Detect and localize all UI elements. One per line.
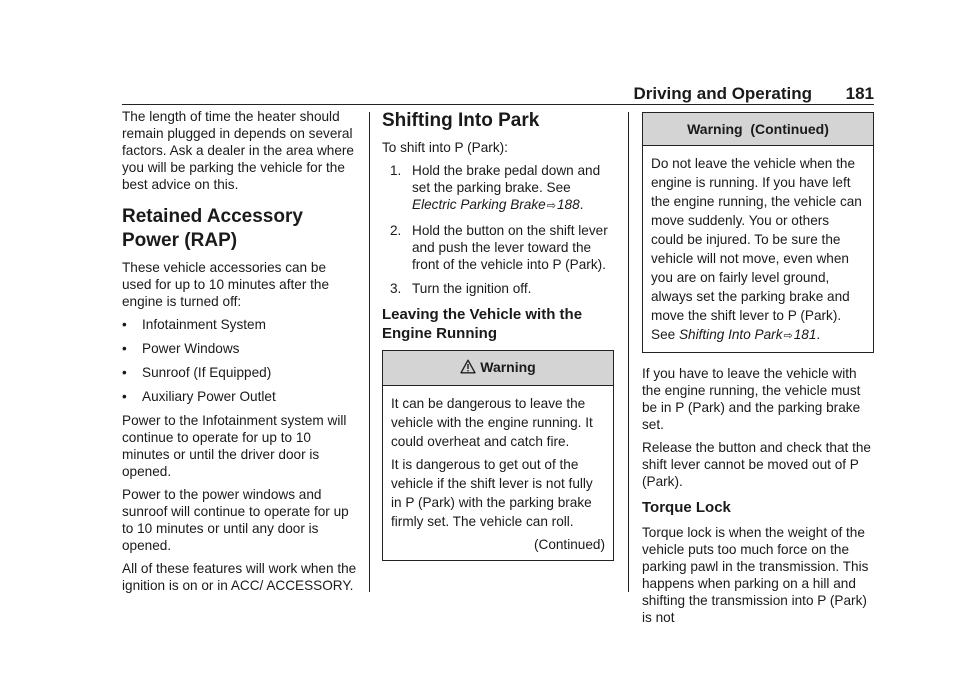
column-divider-2 [628, 112, 629, 592]
list-item-text: Power Windows [142, 341, 240, 356]
warning-paragraph-1: It can be dangerous to leave the vehicle with the engine running. It could overheat and catch fire. [391, 396, 593, 449]
step-tail: . [579, 197, 584, 212]
list-item [122, 364, 358, 381]
step-number: 1. [390, 163, 402, 178]
shifting-heading: Shifting Into Park [382, 110, 540, 131]
step-item [382, 222, 614, 273]
rap-list [122, 316, 358, 405]
warning-continued-body [643, 146, 873, 352]
warning-triangle-icon [460, 359, 476, 378]
bullet-icon: • [122, 317, 127, 332]
rap-heading [122, 205, 358, 253]
page-arrow-icon: ⇨ [546, 200, 556, 212]
step-number: 3. [390, 281, 402, 296]
cross-reference-page[interactable]: 188 [556, 197, 580, 212]
bullet-icon: • [122, 389, 127, 404]
step-item [382, 280, 614, 297]
rap-heading-line1: Retained Accessory [122, 206, 303, 227]
leaving-heading-line1: Leaving the Vehicle with the [382, 306, 583, 323]
list-item [122, 316, 358, 333]
infotainment-paragraph: Power to the Infotainment system will continue to operate for up to 10 minutes or until the driver door is opened. [122, 413, 347, 479]
warning-continued-header: Warning (Continued) [643, 113, 873, 146]
bullet-icon: • [122, 365, 127, 380]
step-text: Hold the button on the shift lever and push the lever toward the front of the vehicle into P (Park). [412, 223, 608, 272]
section-title: Driving and Operating [633, 84, 812, 103]
step-text: Hold the brake pedal down and set the parking brake. See [412, 163, 601, 195]
page-header [122, 84, 874, 102]
column-2 [382, 108, 614, 573]
step-item [382, 162, 614, 215]
rap-intro: These vehicle accessories can be used for up to 10 minutes after the engine is turned off: [122, 260, 330, 309]
leave-running-paragraph: If you have to leave the vehicle with the engine running, the vehicle must be in P (Park) and the parking brake set. [642, 366, 861, 432]
bullet-icon: • [122, 341, 127, 356]
warning-tail: . [816, 327, 821, 342]
torque-lock-paragraph: Torque lock is when the weight of the vehicle puts too much force on the parking pawl in the transmission. This happens when parking on a hill and shifting the transmission into P (Park) is not [642, 525, 869, 625]
cross-reference-link[interactable]: Electric Parking Brake [412, 197, 546, 212]
warning-title: Warning [480, 359, 536, 375]
warning-box [382, 350, 614, 561]
column-3 [642, 108, 874, 632]
leaving-vehicle-heading [382, 305, 614, 343]
step-number: 2. [390, 223, 402, 238]
list-item [122, 388, 358, 405]
warning-continued-box [642, 112, 874, 353]
release-button-paragraph: Release the button and check that the shift lever cannot be moved out of P (Park). [642, 440, 871, 489]
page-number: 181 [845, 84, 874, 103]
list-item [122, 340, 358, 357]
warning-header [383, 351, 613, 386]
rap-heading-line2: Power (RAP) [122, 230, 238, 251]
list-item-text: Auxiliary Power Outlet [142, 389, 276, 404]
cross-reference-page[interactable]: 181 [793, 327, 817, 342]
shifting-steps [382, 162, 614, 297]
step-text: Turn the ignition off. [412, 281, 532, 296]
column-1 [122, 108, 358, 600]
cross-reference-link[interactable]: Shifting Into Park [678, 327, 783, 342]
warning-continued-text: Do not leave the vehicle when the engine is running. If you have left the engine running, the vehicle can move suddenly. You or others could be injured. To be sure the vehicle will not move, even when you are on fairly level ground, always set the parking brake and move the shift lever to P (Park). See [651, 156, 862, 342]
warning-paragraph-2: It is dangerous to get out of the vehicle if the shift lever is not fully in P (Park) with the parking brake firmly set. The vehicle can roll. [391, 457, 593, 529]
page-arrow-icon: ⇨ [783, 330, 793, 342]
shifting-intro: To shift into P (Park): [382, 140, 508, 155]
list-item-text: Infotainment System [142, 317, 266, 332]
warning-body [383, 386, 613, 560]
header-rule [122, 104, 874, 105]
heater-paragraph: The length of time the heater should remain plugged in depends on several factors. Ask a dealer in the area where you will be parking the vehicle for the best advice on this. [122, 109, 354, 192]
torque-lock-heading: Torque Lock [642, 499, 731, 516]
continued-label: (Continued) [533, 537, 605, 552]
leaving-heading-line2: Engine Running [382, 325, 497, 342]
features-paragraph: All of these features will work when the ignition is on or in ACC/ ACCESSORY. [122, 561, 357, 593]
windows-paragraph: Power to the power windows and sunroof will continue to operate for up to 10 minutes or until any door is opened. [122, 487, 349, 553]
list-item-text: Sunroof (If Equipped) [142, 365, 272, 380]
column-divider-1 [369, 112, 370, 592]
